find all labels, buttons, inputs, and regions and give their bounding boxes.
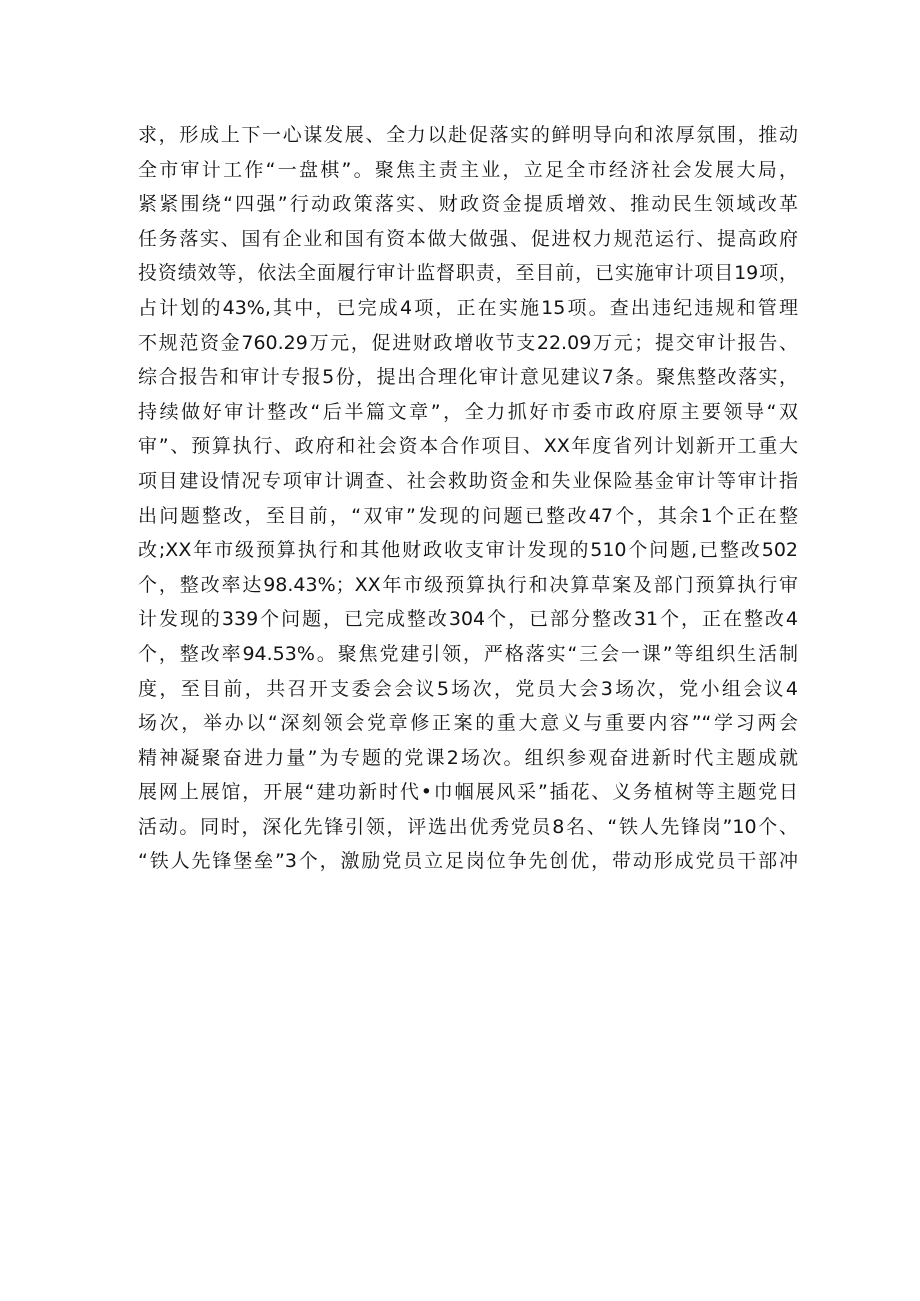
text-line: 个，整改率达98.43%；XX年市级预算执行和决算草案及部门预算执行审: [138, 573, 798, 596]
text-line: 求，形成上下一心谋发展、全力以赴促落实的鲜明导向和浓厚氛围，推动: [138, 124, 798, 146]
text-line: 全市审计工作“一盘棋”。聚焦主责主业，立足全市经济社会发展大局，: [138, 158, 798, 181]
text-line: 占计划的43%,其中，已完成4项，正在实施15项。查出违纪违规和管理: [138, 296, 798, 319]
text-line: 投资绩效等，依法全面履行审计监督职责，至目前，已实施审计项目19项，: [138, 262, 798, 285]
text-line: 精神凝聚奋进力量”为专题的党课2场次。组织参观奋进新时代主题成就: [138, 746, 798, 769]
text-line: 展网上展馆，开展“建功新时代•巾帼展风采”插花、义务植树等主题党日: [138, 781, 798, 804]
text-line: 计发现的339个问题，已完成整改304个，已部分整改31个，正在整改4: [138, 608, 798, 631]
text-line: 度，至目前，共召开支委会会议5场次，党员大会3场次，党小组会议4: [138, 677, 798, 700]
text-line: 紧紧围绕“四强”行动政策落实、财政资金提质增效、推动民生领域改革: [138, 193, 798, 216]
text-line: 任务落实、国有企业和国有资本做大做强、促进权力规范运行、提高政府: [138, 227, 798, 250]
body-text: [138, 118, 798, 879]
text-line: “铁人先锋堡垒”3个，激励党员立足岗位争先创优，带动形成党员干部冲: [138, 850, 798, 873]
text-line: 改;XX年市级预算执行和其他财政收支审计发现的510个问题,已整改502: [138, 539, 798, 562]
text-line: 项目建设情况专项审计调查、社会救助资金和失业保险基金审计等审计指: [138, 469, 798, 492]
text-line: 活动。同时，深化先锋引领，评选出优秀党员8名、“铁人先锋岗”10个、: [138, 815, 798, 838]
text-line: 个，整改率94.53%。聚焦党建引领，严格落实“三会一课”等组织生活制: [138, 642, 798, 665]
text-line: 不规范资金760.29万元，促进财政增收节支22.09万元；提交审计报告、: [138, 331, 798, 354]
text-line: 持续做好审计整改“后半篇文章”，全力抓好市委市政府原主要领导“双: [138, 400, 798, 423]
text-line: 出问题整改，至目前，“双审”发现的问题已整改47个，其余1个正在整: [138, 504, 798, 527]
text-line: 审”、预算执行、政府和社会资本合作项目、XX年度省列计划新开工重大: [138, 435, 798, 458]
text-line: 场次，举办以“深刻领会党章修正案的重大意义与重要内容”“学习两会: [138, 712, 798, 735]
text-line: 综合报告和审计专报5份，提出合理化审计意见建议7条。聚焦整改落实，: [138, 366, 798, 389]
